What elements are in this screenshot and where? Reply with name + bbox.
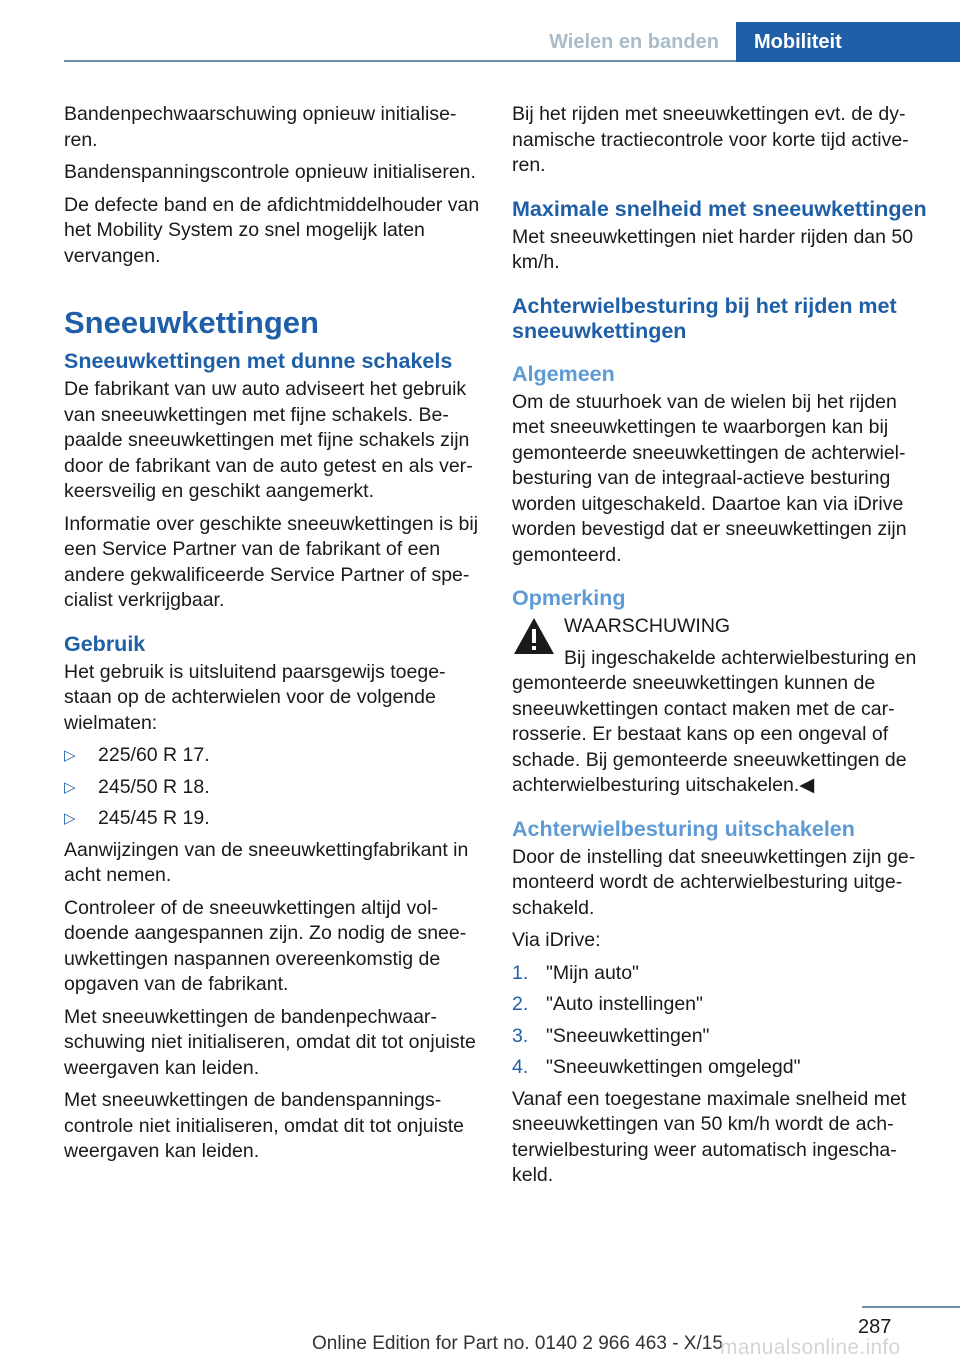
paragraph: Door de instelling dat sneeuwkettingen zijn gemonteerd wordt de achterwielbesturing uitgeschakeld. bbox=[512, 845, 916, 919]
tire-size-list bbox=[64, 743, 482, 832]
step-text: "Sneeuwkettingen omgelegd" bbox=[546, 1056, 801, 1078]
step-number: 4. bbox=[512, 1056, 529, 1078]
paragraph: Met sneeuwkettingen de bandenspanningscontrole niet initialiseren, omdat dit tot onjuiste weergaven kan leiden. bbox=[64, 1089, 464, 1162]
warning-text-body: Bij ingeschakelde achterwielbesturing en gemonteerde sneeuwkettingen kunnen de sneeuwkettingen contact maken met de carrosserie. Er bestaat kans op een ongeval of schade. Bij gemonteerde sneeuwkettingen de achterwielbesturing uitschakelen.◀ bbox=[512, 646, 917, 796]
page-number: 287 bbox=[858, 1316, 892, 1338]
step-number: 2. bbox=[512, 993, 529, 1015]
warning-text bbox=[512, 646, 930, 799]
list-item bbox=[512, 1024, 930, 1050]
list-item bbox=[512, 961, 930, 987]
watermark: manualsonline.info bbox=[720, 1336, 901, 1359]
paragraph: Met sneeuwkettingen de bandenpechwaarschuwing niet initialiseren, omdat dit tot onjuiste weergaven kan leiden. bbox=[64, 1005, 476, 1079]
step-text: "Sneeuwkettingen" bbox=[546, 1024, 710, 1047]
paragraph: Aanwijzingen van de sneeuwkettingfabrikant in acht nemen. bbox=[64, 838, 469, 886]
right-column bbox=[512, 102, 930, 1196]
list-item bbox=[512, 1055, 930, 1081]
footer-rule bbox=[862, 1306, 960, 1308]
paragraph: Vanaf een toegestane maximale snelheid met sneeuwkettingen van 50 km/h wordt de achterwielbesturing weer automatisch ingeschakeld. bbox=[512, 1087, 907, 1186]
list-item bbox=[64, 806, 482, 832]
triangle-right-icon: ▷ bbox=[64, 778, 76, 796]
list-item-text: 225/60 R 17. bbox=[98, 744, 210, 766]
minor-heading: Achterwielbesturing uitschakelen bbox=[512, 816, 855, 841]
step-text: "Mijn auto" bbox=[546, 961, 639, 984]
step-number: 1. bbox=[512, 961, 529, 984]
subsection-heading: Achterwielbesturing bij het rijden met sneeuwkettingen bbox=[512, 293, 897, 343]
warning-title: WAARSCHUWING bbox=[564, 615, 731, 637]
paragraph: Met sneeuwkettingen niet harder rijden dan 50 km/h. bbox=[512, 225, 914, 273]
warning-triangle-icon bbox=[512, 616, 556, 656]
subsection-heading: Gebruik bbox=[64, 631, 146, 656]
triangle-right-icon: ▷ bbox=[64, 747, 76, 764]
list-item bbox=[64, 775, 482, 801]
paragraph: Controleer of de sneeuwkettingen altijd voldoende aangespannen zijn. Zo nodig de sneeuwkettingen naspannen overeenkomstig de opgaven van de fabrikant. bbox=[64, 896, 467, 995]
step-text: "Auto instellingen" bbox=[546, 993, 703, 1015]
step-number: 3. bbox=[512, 1024, 529, 1047]
minor-heading: Algemeen bbox=[512, 361, 615, 386]
paragraph: Om de stuurhoek van de wielen bij het rijden met sneeuwkettingen te waarborgen kan bij gemonteerde sneeuwkettingen de achterwielbesturing van de integraal-actieve besturing worden uitgeschakeld. Daartoe kan via iDrive worden bevestigd dat er sneeuwkettingen zijn gemonteerd. bbox=[512, 390, 907, 566]
list-item bbox=[512, 992, 930, 1018]
idrive-steps bbox=[512, 961, 930, 1081]
triangle-right-icon: ▷ bbox=[64, 810, 76, 827]
paragraph: De fabrikant van uw auto adviseert het gebruik van sneeuwkettingen met fijne schakels. Bepaalde sneeuwkettingen met fijne schakels zijn door de fabrikant van de auto getest en als verkeersveilig en geschikt aangemerkt. bbox=[64, 378, 473, 502]
paragraph: Het gebruik is uitsluitend paarsgewijs toegestaan op de achterwielen voor de volgende wielmaten: bbox=[64, 660, 446, 734]
paragraph: Bandenspanningscontrole opnieuw initialiseren. bbox=[64, 161, 476, 183]
list-item-text: 245/50 R 18. bbox=[98, 775, 210, 798]
paragraph: Bij het rijden met sneeuwkettingen evt. de dynamische tractiecontrole voor korte tijd activeren. bbox=[512, 103, 909, 176]
section-heading: Sneeuwkettingen bbox=[64, 305, 319, 340]
list-item bbox=[64, 743, 482, 769]
paragraph: Via iDrive: bbox=[512, 929, 601, 951]
paragraph: Bandenpechwaarschuwing opnieuw initialiseren. bbox=[64, 103, 457, 151]
left-column bbox=[64, 102, 482, 1172]
header-chapter-tab: Mobiliteit bbox=[736, 22, 960, 62]
paragraph: De defecte band en de afdichtmiddelhouder van het Mobility System zo snel mogelijk laten vervangen. bbox=[64, 193, 480, 267]
subsection-heading: Maximale snelheid met sneeuwkettingen bbox=[512, 196, 927, 221]
minor-heading: Opmerking bbox=[512, 586, 626, 610]
warning-block bbox=[512, 614, 930, 799]
header-section-tab: Wielen en banden bbox=[549, 30, 719, 53]
paragraph: Informatie over geschikte sneeuwkettingen is bij een Service Partner van de fabrikant of een andere gekwalificeerde Service Partner of specialist verkrijgbaar. bbox=[64, 512, 479, 611]
subsection-heading: Sneeuwkettingen met dunne schakels bbox=[64, 349, 453, 373]
footer-edition: Online Edition for Part no. 0140 2 966 463 - X/15 bbox=[312, 1333, 723, 1354]
list-item-text: 245/45 R 19. bbox=[98, 807, 210, 829]
